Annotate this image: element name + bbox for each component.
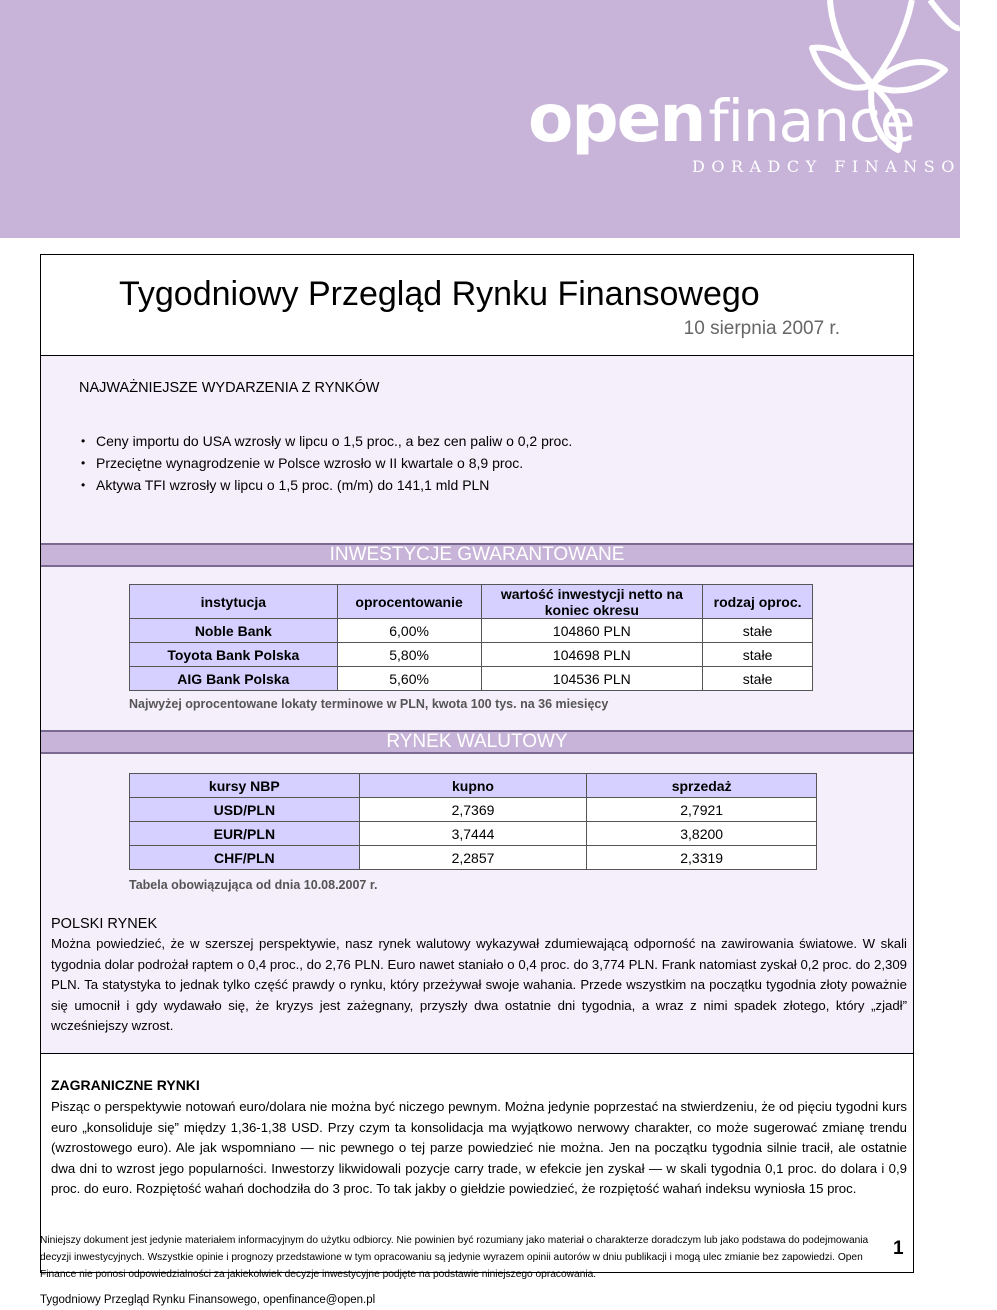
column-header: sprzedaż xyxy=(587,774,817,798)
table-cell: stałe xyxy=(703,643,813,667)
header-banner xyxy=(0,0,997,238)
polish-market-text: Można powiedzieć, że w szerszej perspektywie, nasz rynek walutowy wykazywał zdumiewającą odporność na zawirowania światowe. W skali tygodnia dolar podrożał raptem o 0,4 proc., do 2,76 PLN. Euro nawet staniało o 0,4 proc. do 3,774 PLN. Frank natomiast zyskał 0,2 proc. do 2,309 PLN. Ta statystyka to jednak tylko część prawdy o rynku, który przeżywał swoje wahania. Przede wszystkim na początku tygodnia złoty poważnie się umocnił i gdy wydawało się, że kryzys jest zażegnany, przyszły dwa ostatnie dni tygodnia, a wraz z nimi spadek złotego, który „zjadł” wcześniejszy wzrost. xyxy=(51,936,907,1033)
table-row xyxy=(130,822,817,846)
table-cell: stałe xyxy=(703,619,813,643)
event-item: • Aktywa TFI wzrosły w lipcu o 1,5 proc. (m/m) do 141,1 mld PLN xyxy=(79,474,572,496)
foreign-markets-text: Pisząc o perspektywie notowań euro/dolara nie można być niczego pewnym. Można jedynie poprzestać na stwierdzeniu, że od pięciu tygodni kurs euro „konsoliduje się” między 1,36-1,38 USD. Przy czym ta konsolidacja ma wyjątkowo nerwowy charakter, co może sugerować zmianę trendu (wzrostowego euro). Ale jak wspomniano — nic pewnego o tej parze powiedzieć nie można. Jen na początku tygodnia silnie tracił, ale ostatnie dwa dni to wzrost jego popularności. Inwestorzy likwidowali pozycje carry trade, w efekcie jen zyskał — w skali tygodnia 0,1 proc. do dolara i 0,9 proc. do euro. Rozpiętość wahań dochodziła do 3 proc. To tak jakby o giełdzie powiedzieć, że rozpiętość wahań indeksu wyniosła 15 proc. xyxy=(51,1099,907,1196)
column-header: kupno xyxy=(359,774,587,798)
table-cell: 5,60% xyxy=(337,667,481,691)
table-cell: 2,3319 xyxy=(587,846,817,870)
section-bar-investments: INWESTYCJE GWARANTOWANE xyxy=(41,543,913,567)
table-cell: 104698 PLN xyxy=(481,643,703,667)
report-frame xyxy=(40,254,914,1273)
highlights-panel xyxy=(41,356,913,1054)
table-cell: Toyota Bank Polska xyxy=(130,643,338,667)
events-heading: NAJWAŻNIEJSZE WYDARZENIA Z RYNKÓW xyxy=(79,380,380,396)
table-row xyxy=(130,667,813,691)
column-header: rodzaj oproc. xyxy=(703,585,813,619)
table-cell: EUR/PLN xyxy=(130,822,360,846)
table-row xyxy=(130,619,813,643)
currency-table xyxy=(129,773,817,870)
brand-logo xyxy=(528,80,915,157)
table-cell: 104536 PLN xyxy=(481,667,703,691)
table-cell: 2,2857 xyxy=(359,846,587,870)
investments-note: Najwyżej oprocentowane lokaty terminowe w PLN, kwota 100 tys. na 36 miesięcy xyxy=(129,697,609,711)
column-header: instytucja xyxy=(130,585,338,619)
table-cell: 3,8200 xyxy=(587,822,817,846)
table-cell: CHF/PLN xyxy=(130,846,360,870)
brand-name-light: finance xyxy=(708,87,915,155)
table-row xyxy=(130,798,817,822)
table-row xyxy=(130,846,817,870)
investments-table xyxy=(129,584,813,691)
brand-subtitle: DORADCY FINANSOWI xyxy=(692,157,997,176)
disclaimer: Niniejszy dokument jest jedynie materiałem informacyjnym do użytku odbiorcy. Nie powinien być rozumiany jako materiał o charakterze doradczym lub jako podstawa do podejmowania decyzji inwestycyjnych. Wszystkie opinie i prognozy przedstawione w tym opracowaniu są jedynie wyrazem opinii autorów w dniu publikacji i mogą ulec zmianie bez zapowiedzi. Open Finance nie ponosi odpowiedzialności za jakiekolwiek decyzje inwestycyjne podjęte na podstawie niniejszego opracowania. xyxy=(40,1235,869,1280)
currency-note: Tabela obowiązująca od dnia 10.08.2007 r. xyxy=(129,878,378,892)
table-cell: USD/PLN xyxy=(130,798,360,822)
table-cell: 2,7921 xyxy=(587,798,817,822)
table-cell: 6,00% xyxy=(337,619,481,643)
foreign-markets-heading: ZAGRANICZNE RYNKI xyxy=(51,1077,200,1093)
table-cell: 5,80% xyxy=(337,643,481,667)
table-row xyxy=(130,643,813,667)
table-cell: Noble Bank xyxy=(130,619,338,643)
section-bar-currency: RYNEK WALUTOWY xyxy=(41,730,913,754)
brand-name-bold: open xyxy=(528,80,705,157)
events-list xyxy=(79,430,572,496)
table-cell: 104860 PLN xyxy=(481,619,703,643)
event-item: • Ceny importu do USA wzrosły w lipcu o 1,5 proc., a bez cen paliw o 0,2 proc. xyxy=(79,430,572,452)
table-cell: 2,7369 xyxy=(359,798,587,822)
table-cell: 3,7444 xyxy=(359,822,587,846)
footer-text: Tygodniowy Przegląd Rynku Finansowego, openfinance@open.pl xyxy=(40,1294,376,1306)
table-cell: stałe xyxy=(703,667,813,691)
report-date: 10 sierpnia 2007 r. xyxy=(683,318,840,339)
table-header-row xyxy=(130,585,813,619)
column-header: oprocentowanie xyxy=(337,585,481,619)
page-number: 1 xyxy=(893,1238,904,1259)
report-title: Tygodniowy Przegląd Rynku Finansowego xyxy=(119,275,760,313)
event-item: • Przeciętne wynagrodzenie w Polsce wzrosło w II kwartale o 8,9 proc. xyxy=(79,452,572,474)
polish-market-heading: POLSKI RYNEK xyxy=(51,916,158,932)
table-cell: AIG Bank Polska xyxy=(130,667,338,691)
table-header-row xyxy=(130,774,817,798)
column-header: kursy NBP xyxy=(130,774,360,798)
column-header: wartość inwestycji netto na koniec okresu xyxy=(481,585,703,619)
title-box xyxy=(41,255,913,356)
